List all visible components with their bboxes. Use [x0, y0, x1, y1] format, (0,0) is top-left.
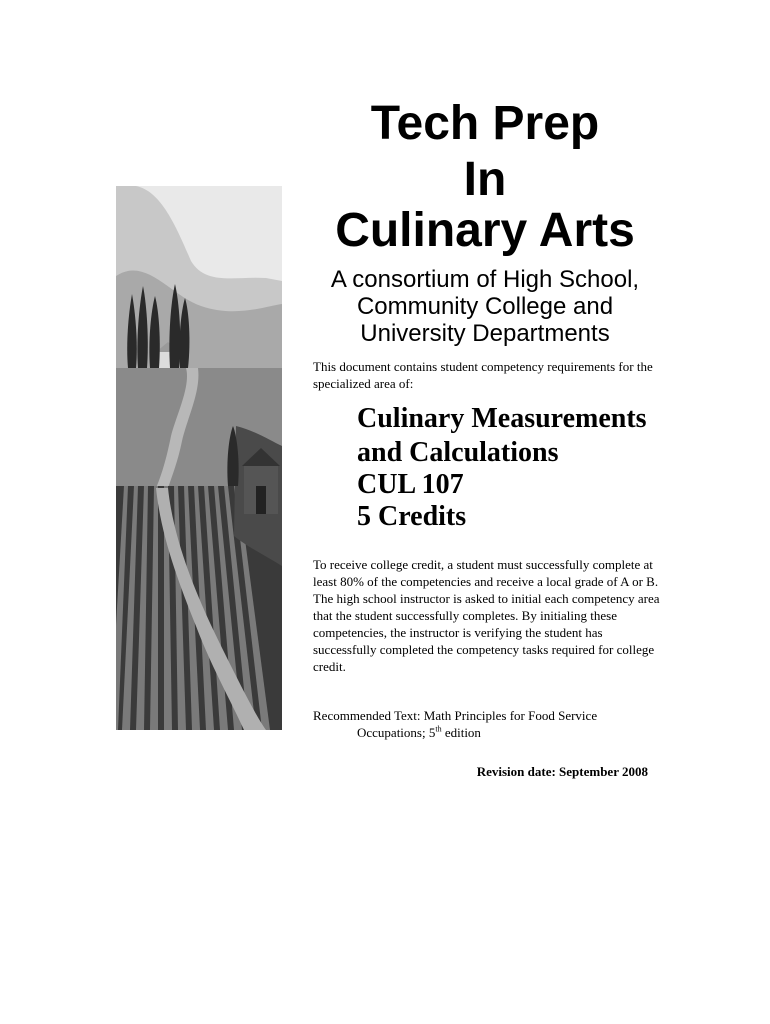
recommended-title: Math Principles for Food Service: [423, 708, 598, 723]
recommended-edition-post: edition: [441, 725, 481, 740]
recommended-text: [313, 707, 658, 741]
subtitle-line-1: A consortium of High School,: [330, 266, 640, 293]
credit-requirements-paragraph: To receive college credit, a student must successfully complete at least 80% of the competencies and receive a local grade of A or B. The high school instructor is asked to initial each competency area that the student successfully completes. By initialing these competencies, the instructor is verifying the student has successfully completed the competency tasks required for college credit.: [313, 557, 660, 674]
recommended-label: Recommended Text:: [313, 708, 421, 723]
course-code: CUL 107: [357, 469, 464, 500]
revision-date: Revision date: September 2008: [476, 764, 648, 779]
recommended-edition-sup: th: [435, 724, 442, 734]
course-name-line-1: Culinary Measurements: [357, 403, 647, 434]
intro-text: This document contains student competency requirements for the specialized area of:: [313, 359, 653, 391]
recommended-edition-pre: Occupations; 5: [357, 725, 436, 740]
recommended-edition: [313, 724, 658, 741]
countryside-illustration: [116, 186, 282, 730]
subtitle-line-3: University Departments: [360, 320, 610, 347]
course-name-line-2: and Calculations: [357, 437, 559, 468]
subtitle-line-2: Community College and: [356, 293, 614, 320]
title-line-1: Tech Prep: [370, 97, 600, 150]
title-line-2: In: [463, 153, 507, 206]
title-line-3: Culinary Arts: [335, 204, 635, 257]
course-credits: 5 Credits: [357, 501, 467, 532]
